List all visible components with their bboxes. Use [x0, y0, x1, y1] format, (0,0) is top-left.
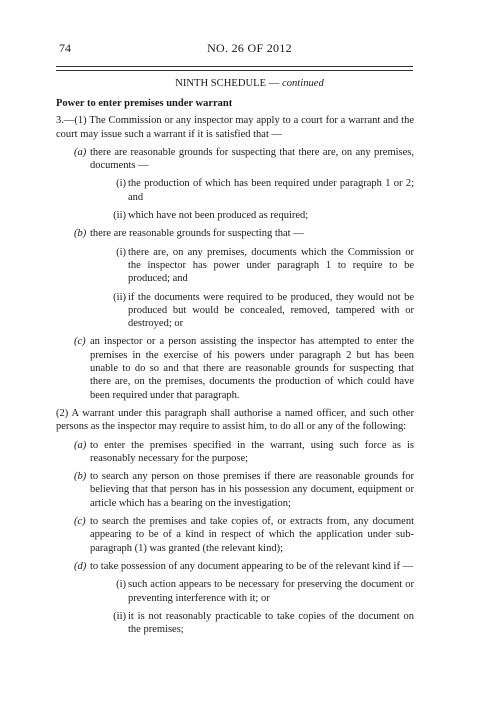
section-heading: Power to enter premises under warrant: [56, 98, 233, 109]
list-item: [56, 335, 414, 401]
paragraph-3-1: 3.—(1) The Commission or any inspector may apply to a court for a warrant and the court may issue such a warrant if it is satisfied that —: [56, 115, 414, 140]
item-label: (ii): [113, 210, 126, 222]
list-item: [56, 470, 414, 510]
item-text: there are, on any premises, documents which the Commission or the inspector has power under paragraph 1 to require to be produced; and: [128, 246, 414, 285]
list-item: [56, 578, 414, 605]
item-text: the production of which has been required under paragraph 1 or 2; and: [128, 178, 414, 203]
item-label: (ii): [113, 291, 126, 303]
schedule-label: NINTH SCHEDULE —: [175, 78, 280, 89]
item-label: (i): [116, 579, 126, 591]
schedule-continued: continued: [282, 78, 324, 89]
item-text: there are reasonable grounds for suspecting that —: [90, 228, 304, 240]
item-text: there are reasonable grounds for suspecting that there are, on any premises, documents —: [90, 146, 414, 172]
list-item: [56, 177, 414, 204]
item-text: if the documents were required to be produced, they would not be produced but would be concealed, removed, tampered with or destroyed; or: [128, 291, 414, 330]
item-label: (c): [74, 336, 86, 348]
schedule-title: [0, 78, 499, 89]
paragraph-3-2: (2) A warrant under this paragraph shall authorise a named officer, and such other persons as the inspector may require to assist him, to do all or any of the following:: [56, 407, 414, 433]
item-text: it is not reasonably practicable to take copies of the document on the premises;: [128, 610, 414, 636]
item-text: such action appears to be necessary for preserving the document or preventing interference with it; or: [128, 579, 414, 604]
item-text: to search any person on those premises if there are reasonable grounds for believing that that person has in his possession any document, equipment or article which has a bearing on the investigation;: [90, 471, 414, 509]
list-item: [56, 515, 414, 555]
header-rule-bottom: [56, 70, 413, 71]
list-item: [56, 209, 414, 222]
item-label: (i): [116, 178, 126, 190]
list-item: [56, 146, 414, 173]
item-text: which have not been produced as required;: [128, 210, 309, 222]
list-item: [56, 439, 414, 466]
item-text: to enter the premises specified in the warrant, using such force as is reasonably necessary for the purpose;: [90, 439, 414, 464]
body-text: [56, 97, 414, 636]
page-number: 74: [59, 41, 71, 55]
item-label: (d): [74, 560, 87, 572]
item-text: an inspector or a person assisting the inspector has attempted to enter the premises in the exercise of his powers under paragraph 2 but has been unable to do so and that there are reasonable grounds for suspecting that there are, on the premises, documents the production of which could have been required under that paragraph.: [90, 336, 414, 401]
list-item: [56, 610, 414, 637]
list-item: [56, 560, 414, 573]
item-label: (a): [74, 146, 87, 158]
item-text: to take possession of any document appearing to be of the relevant kind if —: [90, 560, 414, 572]
list-item: [56, 246, 414, 286]
item-text: to search the premises and take copies of, or extracts from, any document appearing to be of a kind in respect of which the application under sub-paragraph (1) was granted (the relevant kind);: [90, 516, 414, 554]
item-label: (b): [74, 228, 87, 240]
running-header: [0, 41, 499, 57]
item-label: (b): [74, 471, 87, 483]
header-rule-top: [56, 66, 413, 67]
list-item: [56, 291, 414, 331]
act-title: NO. 26 OF 2012: [207, 41, 292, 55]
item-label: (a): [74, 439, 87, 451]
list-item: [56, 227, 414, 240]
item-label: (i): [116, 246, 126, 258]
item-label: (ii): [113, 610, 126, 622]
item-label: (c): [74, 516, 86, 528]
